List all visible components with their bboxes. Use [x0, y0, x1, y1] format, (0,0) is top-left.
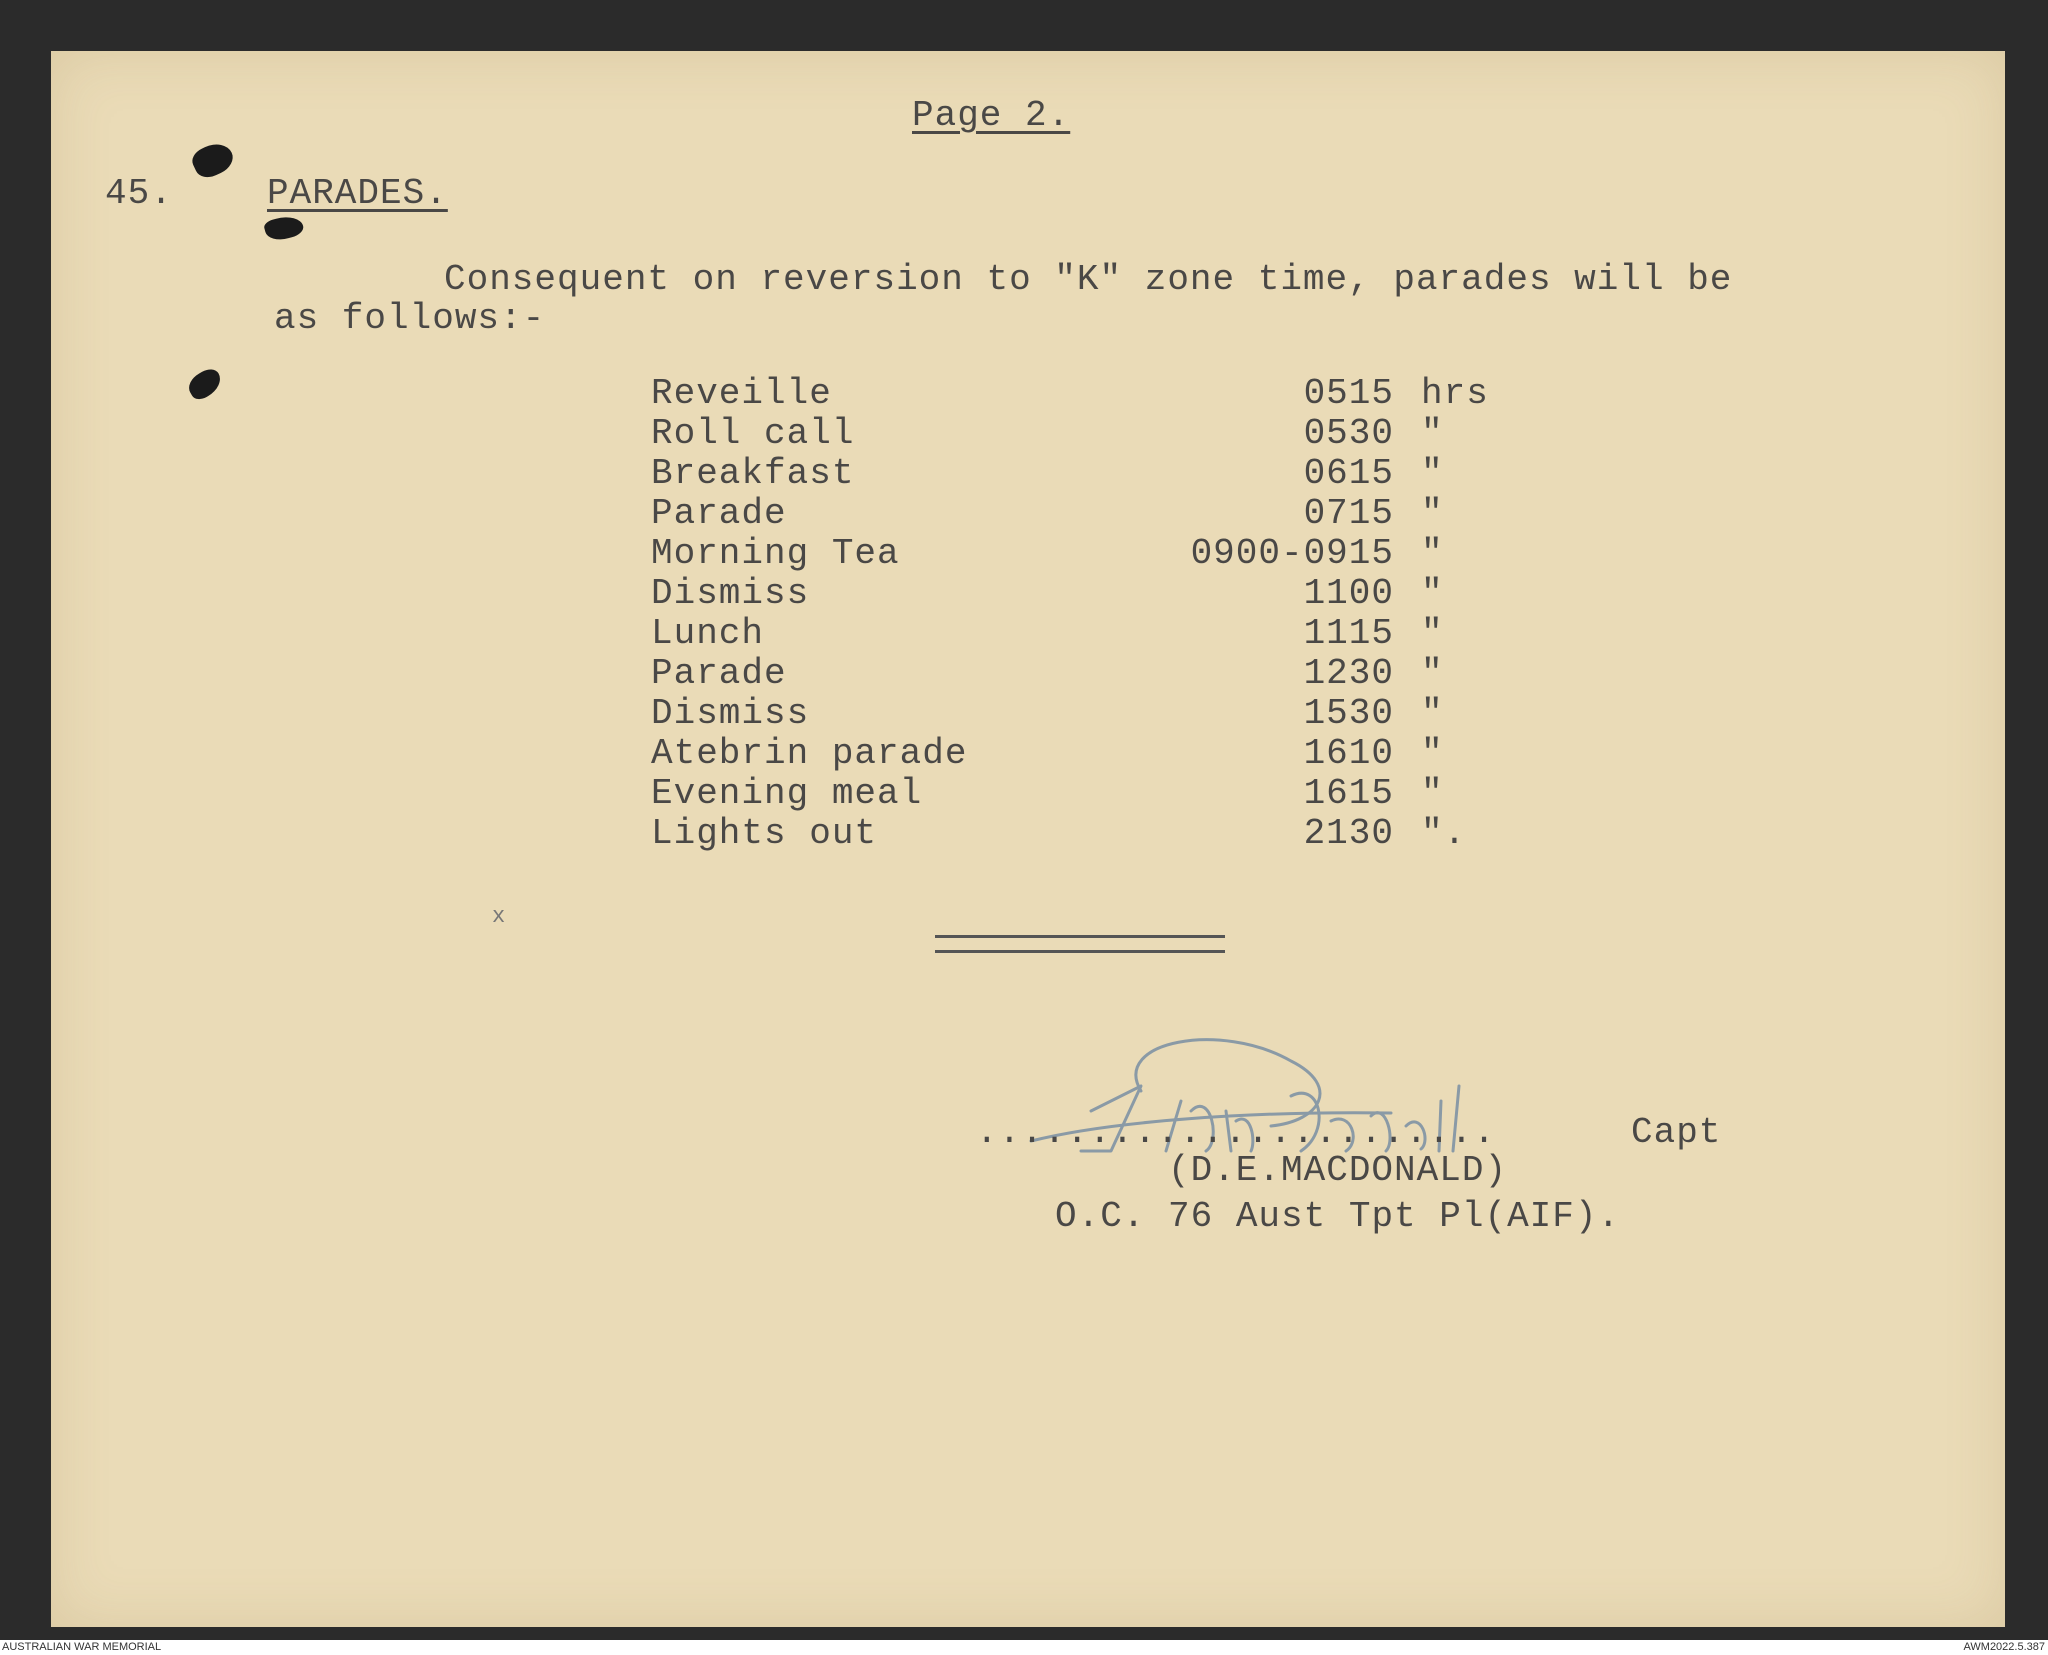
signatory-rank: Capt — [1631, 1112, 1722, 1153]
schedule-event: Reveille — [651, 373, 832, 414]
schedule-time: 0900-0915 — [1190, 533, 1394, 574]
schedule-unit: ". — [1421, 813, 1467, 854]
schedule-time: 1115 — [1303, 613, 1394, 654]
document-sheet — [51, 51, 2005, 1627]
schedule-unit: " — [1421, 693, 1444, 734]
schedule-time: 1100 — [1303, 573, 1394, 614]
signatory-unit: O.C. 76 Aust Tpt Pl(AIF). — [1055, 1196, 1621, 1237]
schedule-row — [651, 653, 1551, 693]
schedule-unit: " — [1421, 773, 1444, 814]
schedule-time: 1610 — [1303, 733, 1394, 774]
body-text-line-2: as follows:- — [274, 298, 546, 339]
schedule-time: 0530 — [1303, 413, 1394, 454]
schedule-row — [651, 733, 1551, 773]
schedule-unit: " — [1421, 613, 1444, 654]
schedule-event: Dismiss — [651, 693, 810, 734]
schedule-time: 0615 — [1303, 453, 1394, 494]
punch-hole-bottom — [184, 365, 225, 403]
paragraph-number: 45. — [105, 173, 173, 214]
paragraph-title: PARADES. — [267, 173, 448, 214]
schedule-event: Morning Tea — [651, 533, 900, 574]
schedule-event: Atebrin parade — [651, 733, 968, 774]
schedule-event: Evening meal — [651, 773, 923, 814]
signature-dotted-line: ....................... — [976, 1112, 1496, 1153]
schedule-time: 1230 — [1303, 653, 1394, 694]
schedule-row — [651, 693, 1551, 733]
schedule-time: 2130 — [1303, 813, 1394, 854]
schedule-row — [651, 773, 1551, 813]
signatory-name: (D.E.MACDONALD) — [1168, 1150, 1508, 1191]
schedule-row — [651, 453, 1551, 493]
schedule-row — [651, 413, 1551, 453]
schedule-row — [651, 613, 1551, 653]
double-rule-divider — [935, 935, 1225, 953]
schedule-row — [651, 493, 1551, 533]
accession-number: AWM2022.5.387 — [1963, 1641, 2045, 1653]
schedule-row — [651, 813, 1551, 853]
schedule-event: Roll call — [651, 413, 855, 454]
schedule-time: 1530 — [1303, 693, 1394, 734]
schedule-event: Parade — [651, 493, 787, 534]
punch-hole-middle — [263, 212, 305, 243]
body-text-line-1: Consequent on reversion to "K" zone time, parades will be — [444, 259, 1733, 300]
schedule-unit: hrs — [1421, 373, 1489, 414]
schedule-unit: " — [1421, 493, 1444, 534]
schedule-unit: " — [1421, 573, 1444, 614]
schedule-event: Parade — [651, 653, 787, 694]
schedule-unit: " — [1421, 733, 1444, 774]
x-mark: x — [492, 904, 507, 929]
schedule-time: 0715 — [1303, 493, 1394, 534]
schedule-event: Lights out — [651, 813, 878, 854]
schedule-unit: " — [1421, 413, 1444, 454]
archive-credit: AUSTRALIAN WAR MEMORIAL — [2, 1641, 162, 1653]
schedule-time: 0515 — [1303, 373, 1394, 414]
schedule-row — [651, 373, 1551, 413]
schedule-time: 1615 — [1303, 773, 1394, 814]
schedule-row — [651, 573, 1551, 613]
schedule-event: Breakfast — [651, 453, 855, 494]
punch-hole-top — [189, 138, 238, 182]
schedule-unit: " — [1421, 453, 1444, 494]
schedule-event: Lunch — [651, 613, 765, 654]
schedule-event: Dismiss — [651, 573, 810, 614]
schedule-unit: " — [1421, 653, 1444, 694]
schedule-unit: " — [1421, 533, 1444, 574]
page-heading: Page 2. — [912, 95, 1071, 136]
schedule-row — [651, 533, 1551, 573]
